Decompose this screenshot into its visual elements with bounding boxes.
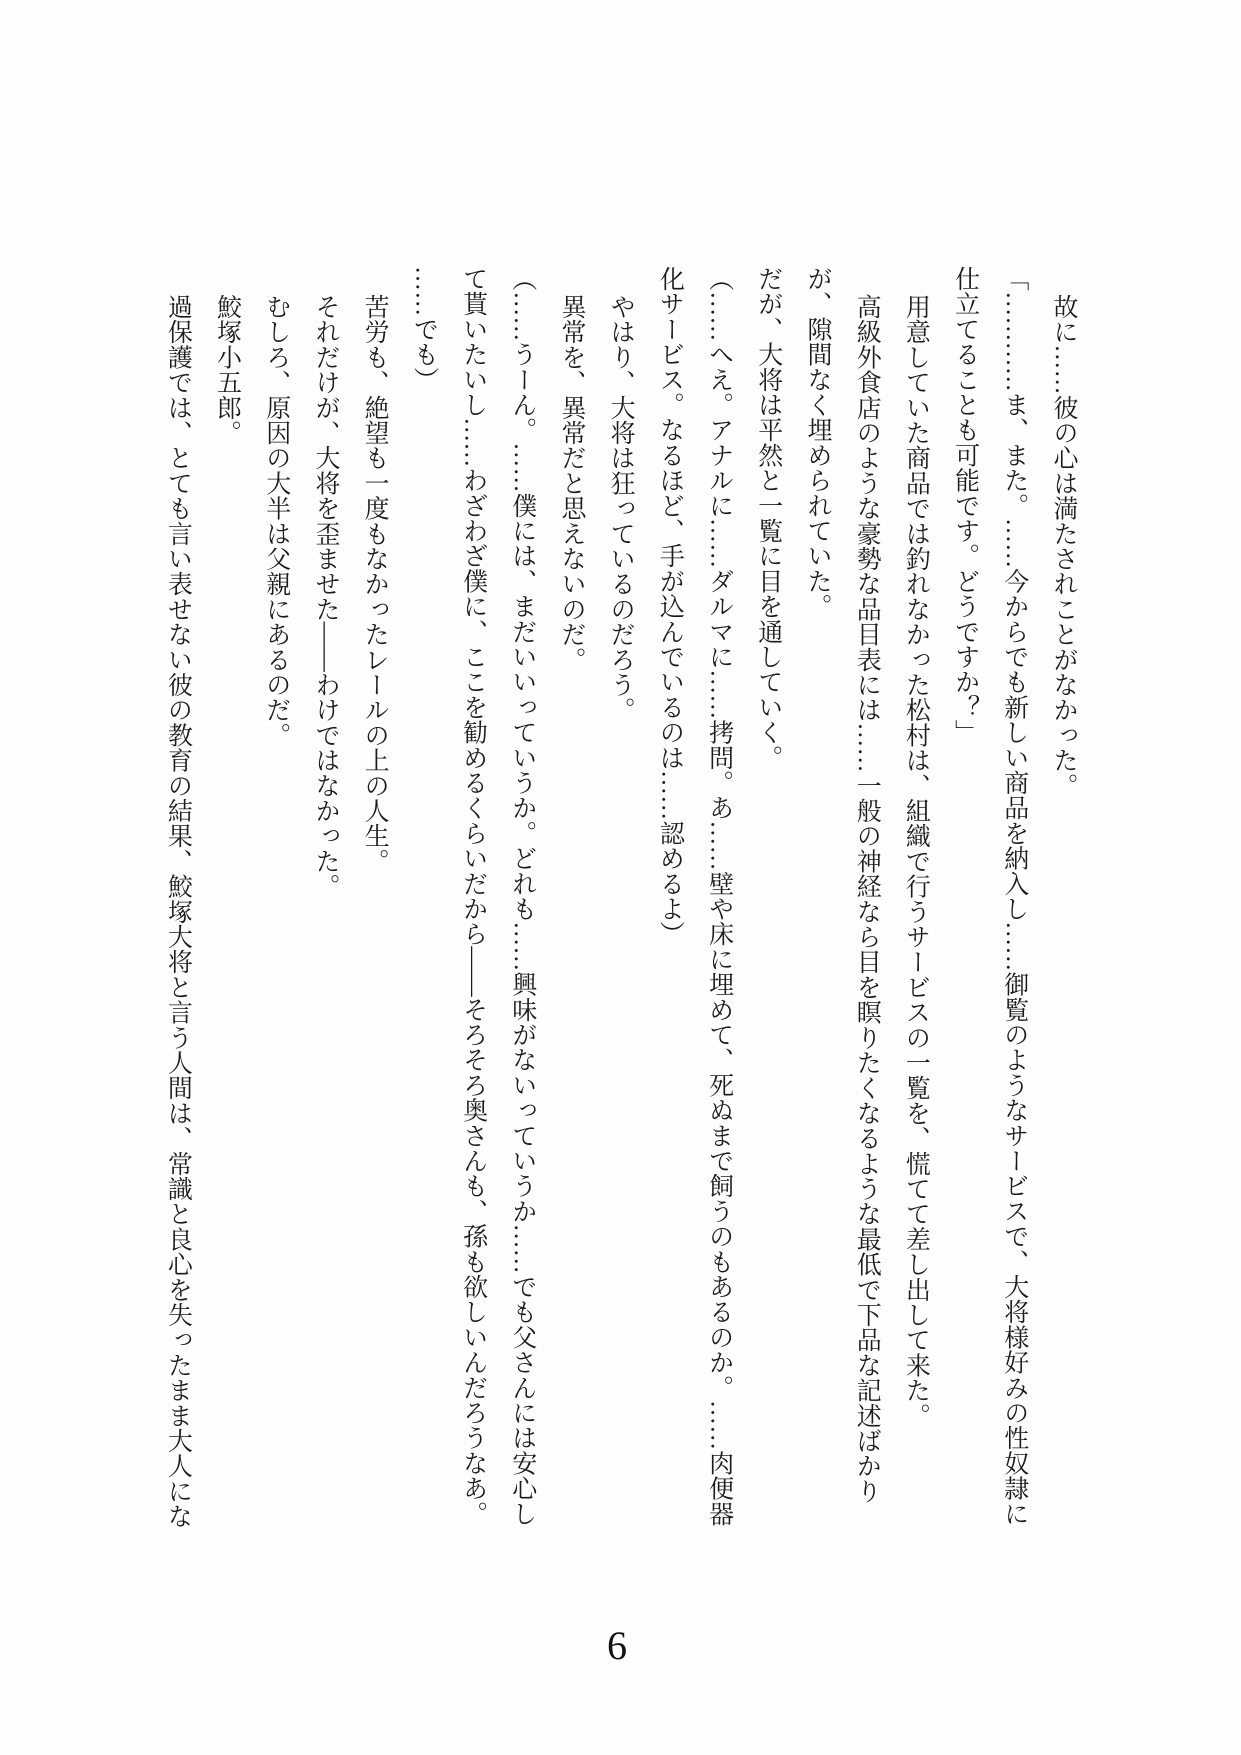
text-line: 故に……彼の心は満たされことがなかった。 [1050,294,1077,798]
page-number: 6 [607,1623,627,1668]
text-line: （……へえ。アナルに……ダルマに……拷問。あ……壁や床に埋めて、死ぬまで飼うのもあるのか。……肉便器 [705,266,733,1526]
text-line: だが、大将は平然と一覧に目を通していく。 [754,266,782,770]
text-line: が、隙間なく埋められていた。 [803,266,831,619]
text-line: 異常を、異常だと思えないのだ。 [557,294,585,672]
text-line: やはり、大将は狂っているのだろう。 [607,294,635,723]
text-line: ……でも） [410,266,438,392]
text-block [153,266,1088,1534]
text-line: それだけが、大将を歪ませた――わけではなかった。 [311,294,339,899]
text-line: 苦労も、絶望も一度もなかったレールの上の人生。 [361,294,389,874]
text-line: （……うーん。……僕には、まだいいっていうか。どれも……興味がないっていうか……でも父さんには安心し [508,266,536,1526]
text-line: 仕立てることも可能です。どうですか？」 [951,266,979,745]
text-line: て貰いたいし……わざわざ僕に、ここを勧めるくらいだから――そろそろ奥さんも、孫も欲しいんだろうなあ。 [459,266,487,1526]
text-line: 鮫塚小五郎。 [213,294,241,446]
text-line: むしろ、原因の大半は父親にあるのだ。 [262,294,290,748]
text-line: 用意していた商品では釣れなかった松村は、組織で行うサービスの一覧を、慌てて差し出して来た。 [902,294,930,1428]
text-line: 化サービス。なるほど、手が込んでいるのは……認めるよ） [656,266,684,947]
text-line: 「…………ま、また。……今からでも新しい商品を納入し……御覧のようなサービスで、大将様好みの性奴隷に [1000,266,1028,1526]
text-line: 過保護では、とても言い表せない彼の教育の結果、鮫塚大将と言う人間は、常識と良心を失ったまま大人にな [164,294,192,1529]
text-line: 高級外食店のような豪勢な品目表には……一般の神経なら目を瞑りたくなるような最低で下品な記述ばかり [853,294,881,1504]
